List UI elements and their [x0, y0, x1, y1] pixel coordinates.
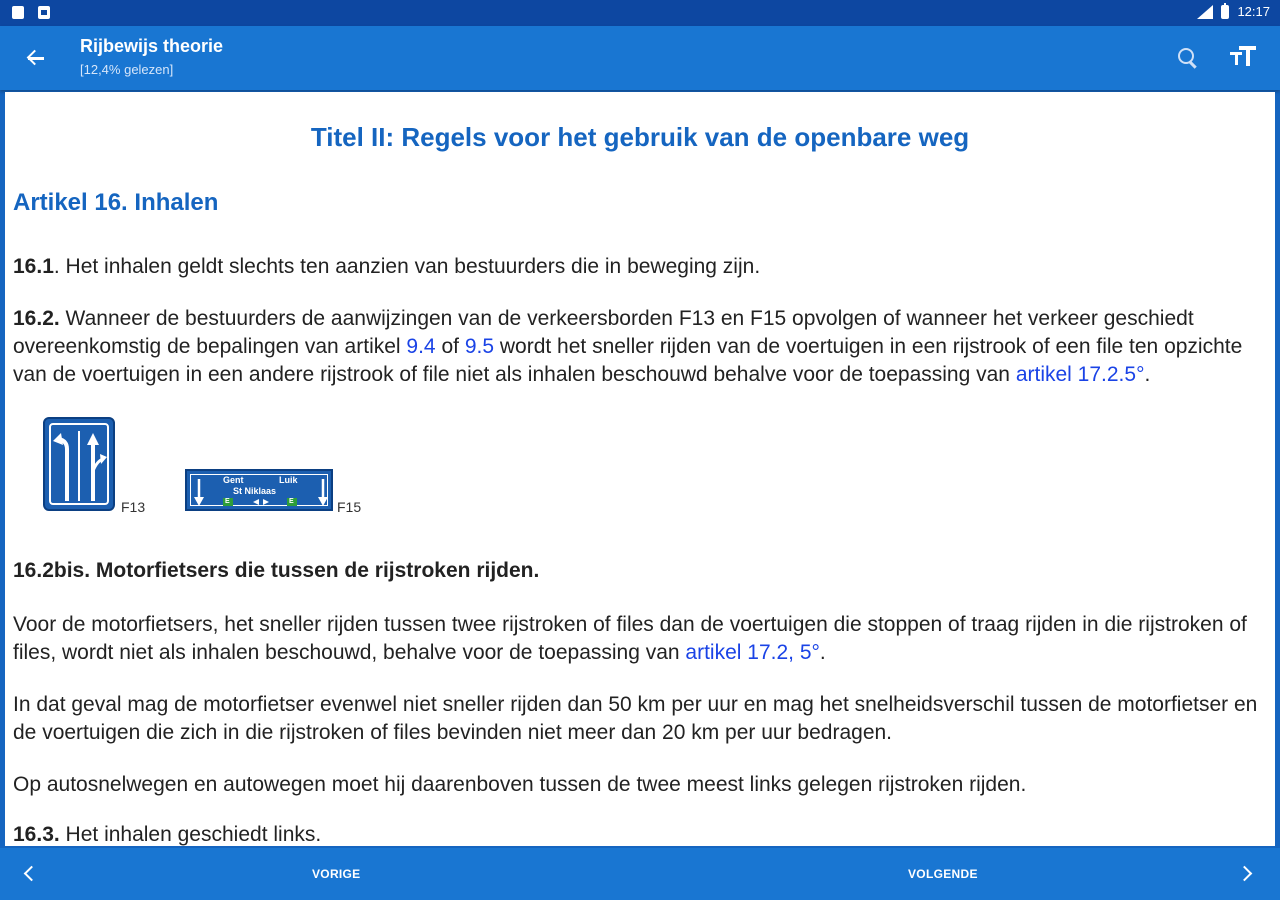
sign-f15-center-destination: St Niklaas [233, 486, 277, 496]
paragraph-16-2: 16.2. Wanneer de bestuurders de aanwijzingen van de verkeersborden F13 en F15 opvolgen of wanneer het verkeer geschiedt overeenkomstig de bepalingen van artikel 9.4 of 9.5 wordt het sneller rijden van de voertuigen in een rijstrook of een file ten opzichte van de voertuigen in een andere rijstrook of file niet als inhalen beschouwd behalve voor de toepassing van artikel 17.2.5°. [13, 307, 1243, 386]
sign-f13-image [43, 417, 115, 511]
article-content[interactable] [5, 92, 1275, 846]
sign-f15-label: F15 [337, 499, 362, 515]
reading-progress: [12,4% gelezen] [80, 62, 174, 77]
battery-icon [1221, 5, 1229, 19]
paragraph-16-3: 16.3. Het inhalen geschiedt links. [13, 823, 322, 846]
link-artikel-17-2-5-b[interactable]: artikel 17.2, 5° [685, 641, 820, 664]
next-label: VOLGENDE [908, 867, 978, 881]
status-right [1197, 4, 1270, 19]
sign-f15-route-right: E [289, 498, 294, 505]
paragraph-16-2bis-3: Op autosnelwegen en autowegen moet hij daarenboven tussen de twee meest links gelegen rijstroken rijden. [13, 773, 1027, 796]
sign-f13-label: F13 [121, 499, 146, 515]
paragraph-16-2bis-1: Voor de motorfietsers, het sneller rijden tussen twee rijstroken of files dan de voertuigen die stoppen of traag rijden in die rijstroken of files, wordt niet als inhalen beschouwd, behalve voor de toepassing van artikel 17.2, 5°. [13, 613, 1247, 664]
status-time: 12:17 [1237, 4, 1270, 19]
paragraph-number: 16.2. [13, 307, 60, 330]
sign-f15-left-destination: Gent [223, 475, 244, 485]
paragraph-number: 16.3. [13, 823, 60, 846]
back-arrow-icon[interactable] [20, 44, 52, 72]
sign-f15-route-left: E [225, 498, 230, 505]
previous-label: VORIGE [312, 867, 361, 881]
notification-icon [12, 6, 24, 19]
paragraph-16-2bis-2: In dat geval mag de motorfietser evenwel niet sneller rijden dan 50 km per uur en mag het snelheidsverschil tussen de motorfietser en de voertuigen die zich in die rijstroken of files bevinden niet meer dan 20 km per uur bedragen. [13, 693, 1258, 744]
paragraph-16-1 [13, 253, 1267, 281]
search-icon[interactable] [1176, 46, 1200, 70]
article-title: Artikel 16. Inhalen [13, 189, 219, 216]
previous-button[interactable] [0, 848, 640, 900]
app-bar [0, 26, 1280, 90]
bottom-nav-bar [0, 848, 1280, 900]
chevron-right-icon [1237, 866, 1253, 882]
app-title: Rijbewijs theorie [80, 36, 224, 56]
paragraph-number: 16.1 [13, 255, 54, 278]
link-artikel-9-4[interactable]: 9.4 [406, 335, 436, 358]
status-bar [0, 0, 1280, 26]
section-heading-16-2bis: 16.2bis. Motorfietsers die tussen de rijstroken rijden. [13, 559, 540, 582]
sign-f15-right-destination: Luik [279, 475, 298, 485]
signal-icon [1197, 5, 1213, 19]
chevron-left-icon [24, 866, 40, 882]
text-size-icon[interactable] [1228, 42, 1258, 72]
paragraph-text: . Het inhalen geldt slechts ten aanzien van bestuurders die in beweging zijn. [53, 255, 761, 278]
link-artikel-9-5[interactable]: 9.5 [464, 335, 495, 358]
next-button[interactable] [640, 848, 1280, 900]
page-title: Titel II: Regels voor het gebruik van de openbare weg [310, 122, 970, 152]
document-icon [38, 6, 50, 19]
sign-f15-image [185, 469, 333, 511]
link-artikel-17-2-5[interactable]: artikel 17.2.5° [1015, 363, 1145, 386]
status-left-icons [12, 6, 50, 19]
traffic-signs [13, 417, 1267, 529]
